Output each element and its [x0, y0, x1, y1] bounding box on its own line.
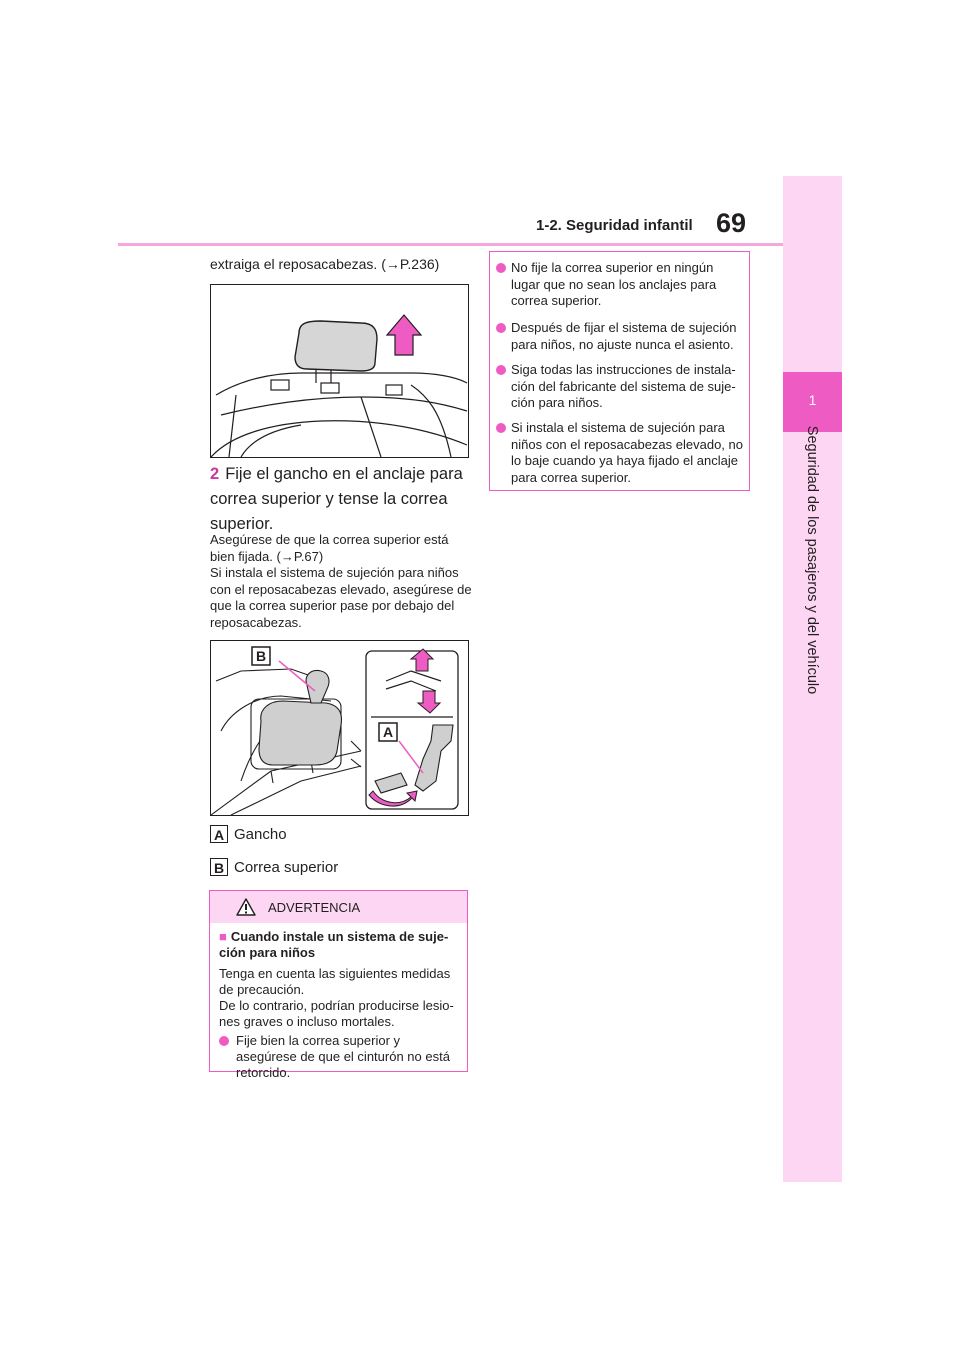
- legend-text: Correa superior: [234, 859, 339, 876]
- chapter-number: 1: [808, 392, 817, 408]
- figure-callout-b: B: [255, 648, 267, 664]
- warning-icon: [236, 898, 256, 916]
- step-2: [210, 462, 470, 537]
- warning-bullet: [219, 1033, 464, 1081]
- warning-title: ADVERTENCIA: [268, 900, 361, 915]
- bullet-dot-icon: [496, 263, 506, 273]
- notes-item-text: Después de fijar el sistema de sujeción para niños, no ajuste nunca el asiento.: [511, 320, 737, 352]
- intro-text: extraiga el reposacabezas. (→P.236): [210, 256, 440, 272]
- warning-box: [209, 890, 468, 1080]
- square-bullet-icon: ■: [219, 929, 227, 944]
- notes-item-text: Si instala el sistema de sujeción para niños con el reposacabezas elevado, no lo baje cuando ya haya fijado el anclaje para correa superior.: [511, 420, 743, 485]
- step-note: [210, 532, 472, 631]
- tether-illustration: [211, 641, 468, 815]
- notes-item-text: No fije la correa superior en ningún lugar que no sean los anclajes para correa superior.: [511, 260, 717, 308]
- bullet-dot-icon: [219, 1036, 229, 1046]
- warning-bullet-text: Fije bien la correa superior y asegúrese de que el cinturón no está retorcido.: [236, 1033, 450, 1080]
- legend-item-a: [210, 825, 410, 845]
- bullet-dot-icon: [496, 323, 506, 333]
- legend-text: Gancho: [234, 826, 287, 843]
- headrest-illustration: [211, 285, 468, 457]
- bullet-dot-icon: [496, 423, 506, 433]
- chapter-title: Seguridad de los pasajeros y del vehículo: [804, 425, 820, 695]
- notes-box: [489, 251, 750, 491]
- step-number: 2: [210, 465, 220, 483]
- warning-subtitle: [219, 929, 464, 961]
- step-text: Fije el gancho en el anclaje para correa superior y tense la correa superior.: [210, 465, 463, 533]
- legend-key: A: [210, 825, 228, 843]
- notes-item: [496, 362, 744, 412]
- warning-header: [210, 891, 467, 923]
- section-title: 1-2. Seguridad infantil: [536, 217, 693, 234]
- warning-body: [219, 966, 464, 1030]
- notes-item: [496, 260, 744, 310]
- headrest-removal-figure: [210, 284, 469, 458]
- page-number: 69: [716, 208, 747, 238]
- legend-item-b: [210, 858, 410, 878]
- notes-item: [496, 320, 744, 353]
- warning-body-line: Tenga en cuenta las siguientes medidas de precaución.: [219, 966, 451, 997]
- notes-item-text: Siga todas las instrucciones de instala-ción del fabricante del sistema de suje-ción para niños.: [511, 362, 736, 410]
- top-tether-figure: [210, 640, 469, 816]
- note-line: Asegúrese de que la correa superior está bien fijada. (→P.67): [210, 532, 449, 564]
- note-line: Si instala el sistema de sujeción para niños con el reposacabezas elevado, asegúrese de que la correa superior pase por debajo del reposacabezas.: [210, 565, 472, 630]
- warning-subtitle-text: Cuando instale un sistema de suje-ción para niños: [219, 929, 449, 960]
- warning-body-line: De lo contrario, podrían producirse lesio-nes graves o incluso mortales.: [219, 998, 454, 1029]
- bullet-dot-icon: [496, 365, 506, 375]
- notes-item: [496, 420, 744, 486]
- header-divider: [118, 243, 783, 246]
- legend-key: B: [210, 858, 228, 876]
- figure-callout-a: A: [382, 724, 394, 740]
